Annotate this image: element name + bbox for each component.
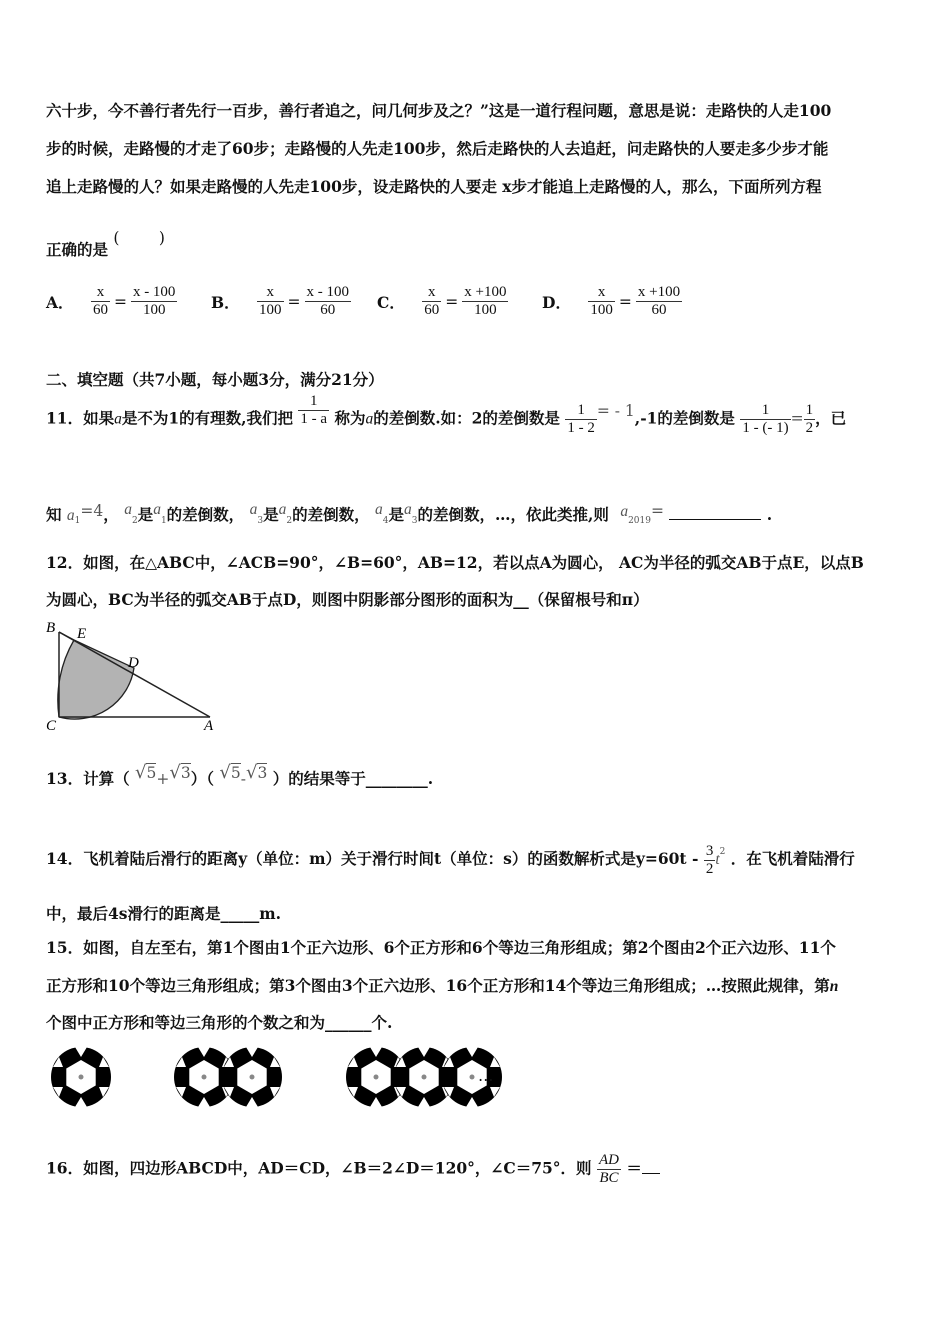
option-b-left-frac (257, 284, 284, 319)
option-a[interactable]: A． $\frac{x}{60}$ = $\frac{x - 100}{100}$ (46, 284, 176, 318)
option-d-rd: 60 (651, 302, 667, 318)
q13-sqrt5: 5 (146, 764, 157, 782)
q11-a2: a (124, 501, 132, 518)
q11-a2019: a (620, 503, 629, 520)
option-c-rd: 100 (474, 302, 497, 318)
q13-minus: - (240, 770, 246, 788)
q11-p1: 11．如果 (46, 408, 115, 428)
option-a-label: A． (46, 292, 74, 312)
para1-answer-prompt: 正确的是 (46, 240, 109, 259)
q11-shi2: 是 (263, 505, 279, 524)
q11-p4: 的差倒数.如：2的差倒数是 (373, 408, 560, 428)
q16-fd: BC (599, 1170, 619, 1186)
option-d-right-frac (636, 284, 682, 319)
q11-a3: a (249, 501, 258, 518)
q11-f1d: 1 - a (300, 411, 328, 427)
q11-frac1 (298, 393, 329, 428)
section-heading: 二、填空题（共7小题，每小题3分，满分21分） (46, 370, 384, 389)
q11-s4: 4 (382, 516, 389, 526)
q11-e2: = - 1 (596, 401, 635, 420)
q11-f3d: 1 - (- 1) (742, 420, 789, 436)
q14-sq: 2 (719, 847, 726, 857)
para1-line4 (46, 229, 165, 260)
q11-frac4 (804, 402, 816, 437)
label-c: C (46, 718, 57, 734)
q11-eq4: =4 (80, 502, 104, 520)
q11-frac2 (565, 402, 597, 437)
option-c-rn: x +100 (464, 284, 507, 300)
option-d-rn: x +100 (637, 284, 681, 300)
option-a-ld: 60 (92, 302, 108, 318)
q11-frac3 (740, 402, 790, 437)
q11-s2019: 2019 (628, 516, 651, 526)
q11-a4: a (375, 501, 383, 518)
q11-comma: ， (103, 505, 119, 524)
q14-p1: 14．飞机着陆后滑行的距离y（单位：m）关于滑行时间t（单位：s）的函数解析式是y=60t - (46, 849, 699, 868)
q11-f1n: 1 (298, 393, 329, 411)
q15-ellipsis: … (478, 1067, 494, 1085)
answer-paren: ( ) (113, 229, 165, 247)
q13-sqrt5b: 5 (230, 764, 241, 782)
option-a-left-frac (91, 284, 110, 319)
q16-p2: ＝ (626, 1158, 642, 1178)
q12-line1: 12．如图，在△ABC中，∠ACB=90°，∠B=60°，AB=12，若以点A为圆心， AC为半径的弧交AB于点E，以点B (46, 553, 864, 572)
q11-end: . (766, 505, 773, 524)
q11-a2b: a (278, 501, 287, 518)
option-b[interactable]: B． $\frac{x}{100}$ = $\frac{x - 100}{60}$ (211, 284, 350, 318)
q15-pattern-figures (44, 1040, 504, 1116)
label-d: D (128, 655, 139, 671)
q14-t: t (715, 851, 720, 868)
q11-diff3: 的差倒数， (417, 505, 495, 524)
q11-var-a2: a (365, 410, 374, 428)
q11-diff2: 的差倒数， (292, 505, 370, 524)
q11-etc: …，依此类推,则 (495, 505, 609, 524)
option-c-label: C． (377, 292, 405, 312)
q11-s2b: 2 (286, 516, 293, 526)
q11-a3b: a (404, 501, 412, 518)
q13-sqrt3b: 3 (257, 764, 268, 782)
q16-answer-blank[interactable] (642, 1173, 660, 1174)
q15-line2-text: 正方形和10个等边三角形组成；第3个图由3个正六边形、16个正方形和14个等边三角形组成；…按照此规律，第 (46, 976, 830, 995)
q11-f4n: 1 (805, 402, 814, 418)
option-d-left-frac (588, 284, 615, 319)
q11-shi1: 是 (137, 505, 154, 524)
option-d-label: D． (542, 292, 571, 312)
q15-line2 (46, 976, 838, 997)
q16-line (46, 1152, 660, 1187)
q16-frac (597, 1152, 621, 1187)
option-b-rd: 60 (320, 302, 336, 318)
q13-sqrt3: 3 (180, 764, 191, 782)
q11-eqs: = (650, 502, 664, 520)
q15-line3: 个图中正方形和等边三角形的个数之和为______个. (46, 1013, 393, 1032)
option-d-ld: 100 (590, 302, 613, 318)
q11-s2: 2 (131, 516, 138, 526)
q12-triangle-figure (44, 618, 224, 736)
q11-s1b: 1 (160, 516, 167, 526)
option-b-ln: x (257, 284, 284, 302)
q16-fn: AD (598, 1152, 619, 1168)
para1-line2: 步的时候，走路慢的才走了60步；走路慢的人先走100步，然后走路快的人去追赶，问走路快的人要走多少步才能 (46, 139, 829, 158)
q13-line: 13．计算（ √5+√3）（ √5-√3 ）的结果等于________. (46, 762, 434, 788)
q15-n: n (829, 978, 839, 995)
q14-line2: 中，最后4s滑行的距离是_____m. (46, 904, 282, 923)
q11-zhi: 知 (46, 505, 62, 524)
option-c-left-frac (422, 284, 441, 319)
option-c-ln: x (422, 284, 441, 302)
q11-s1: 1 (74, 516, 81, 526)
q14-line1 (46, 842, 855, 878)
q13-p2: ）的结果等于________. (272, 769, 434, 788)
pattern-2 (174, 1047, 282, 1107)
q11-a1: a (66, 507, 75, 524)
option-c-right-frac (462, 284, 508, 319)
q11-f2n: 1 (565, 402, 597, 420)
option-a-ln: x (91, 284, 110, 302)
para1-line1: 六十步，今不善行者先行一百步，善行者追之，问几何步及之？”这是一道行程问题，意思是说：走路快的人走100 (46, 101, 832, 120)
q11-line2 (46, 501, 773, 531)
label-e: E (77, 626, 87, 642)
label-a: A (204, 718, 214, 734)
pattern-1 (51, 1047, 111, 1107)
q16-p1: 16．如图，四边形ABCD中，AD＝CD，∠B＝2∠D＝120°，∠C＝75°．则 (46, 1158, 592, 1178)
option-b-rn: x - 100 (306, 284, 350, 300)
option-a-rn: x - 100 (132, 284, 176, 300)
q11-s3b: 3 (411, 516, 418, 526)
q13-plus: + (156, 770, 170, 788)
q13-mid: ）（ (190, 769, 214, 788)
q11-f3n: 1 (740, 402, 790, 420)
q11-f4d: 2 (805, 420, 814, 436)
q11-line1 (46, 393, 847, 437)
option-b-ld: 100 (259, 302, 282, 318)
option-c-ld: 60 (424, 302, 440, 318)
q14-frac (704, 843, 716, 878)
q11-p6: ，已 (815, 408, 847, 428)
q14-fd: 2 (705, 860, 714, 877)
option-b-label: B． (211, 292, 240, 312)
q13-p1: 13．计算（ (46, 769, 130, 788)
q11-s3: 3 (257, 516, 264, 526)
para1-line3: 追上走路慢的人？如果走路慢的人先走100步，设走路快的人要走 x步才能追上走路慢的人，那么，下面所列方程 (46, 177, 822, 196)
label-b: B (46, 620, 56, 636)
q14-p2: ．在飞机着陆滑行 (730, 849, 855, 868)
q12-line2: 为圆心，BC为半径的弧交AB于点D，则图中阴影部分图形的面积为__（保留根号和π） (46, 590, 649, 609)
option-a-right-frac (131, 284, 178, 319)
q11-a1b: a (153, 501, 161, 518)
q11-f2d: 1 - 2 (567, 420, 595, 436)
option-c[interactable]: C． $\frac{x}{60}$ = $\frac{x +100}{100}$ (377, 284, 507, 318)
option-d[interactable]: D． $\frac{x}{100}$ = $\frac{x +100}{60}$ (542, 284, 681, 318)
q11-diff1: 的差倒数， (166, 505, 245, 524)
q11-p3: 称为 (334, 408, 366, 428)
q11-p2: 是不为1的有理数,我们把 (121, 408, 294, 428)
q11-var-a: a (114, 410, 122, 428)
q15-line1: 15．如图，自左至右，第1个图由1个正六边形、6个正方形和6个等边三角形组成；第2个图由2个正六边形、11个 (46, 938, 836, 957)
q14-fn: 3 (705, 842, 714, 859)
q11-shi3: 是 (388, 505, 404, 524)
option-a-rd: 100 (142, 302, 166, 318)
option-d-ln: x (588, 284, 615, 302)
shaded-region (58, 632, 134, 719)
q11-p5: ,-1的差倒数是 (634, 408, 735, 428)
q11-e3: = (790, 409, 804, 428)
option-b-right-frac (305, 284, 352, 319)
q11-answer-blank[interactable] (669, 519, 761, 520)
